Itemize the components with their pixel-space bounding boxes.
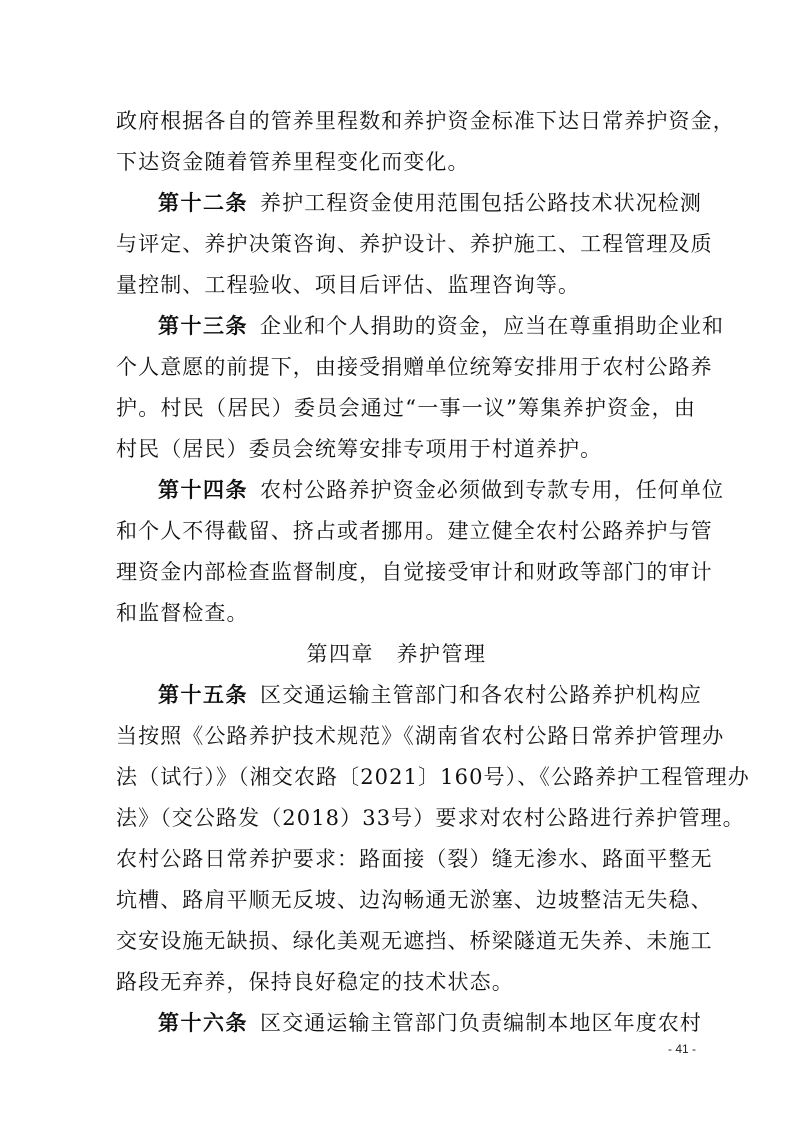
article-heading: 第十二条: [158, 191, 248, 215]
body-line: 农村公路日常养护要求：路面接（裂）缝无渗水、路面平整无: [116, 847, 713, 871]
body-line: 法》（交公路发（2018）33号）要求对农村公路进行养护管理。: [116, 806, 745, 830]
article-heading: 第十六条: [158, 1011, 248, 1035]
body-line: 与评定、养护决策咨询、养护设计、养护施工、工程管理及质: [116, 232, 713, 256]
article-heading: 第十四条: [158, 478, 248, 502]
article-text: 区交通运输主管部门负责编制本地区年度农村: [260, 1011, 702, 1035]
article-heading: 第十五条: [158, 683, 248, 707]
body-line: 交安设施无缺损、绿化美观无遮挡、桥梁隧道无失养、未施工: [116, 929, 713, 953]
article-14-first-line: [158, 475, 725, 505]
body-line: 政府根据各自的管养里程数和养护资金标准下达日常养护资金，: [116, 109, 735, 133]
page-number: - 41 -: [668, 1042, 697, 1056]
article-15-first-line: [158, 680, 702, 710]
chapter-heading: 第四章 养护管理: [306, 642, 487, 666]
article-13-first-line: [158, 311, 725, 341]
article-heading: 第十三条: [158, 314, 248, 338]
body-line: 下达资金随着管养里程变化而变化。: [116, 150, 470, 174]
body-line: 和监督检查。: [116, 601, 249, 625]
body-line: 村民（居民）委员会统筹安排专项用于村道养护。: [116, 437, 603, 461]
body-line: 量控制、工程验收、项目后评估、监理咨询等。: [116, 273, 581, 297]
article-text: 企业和个人捐助的资金，应当在尊重捐助企业和: [260, 314, 725, 338]
body-line: 护。村民（居民）委员会通过“一事一议”筹集养护资金，由: [116, 396, 696, 420]
article-text: 区交通运输主管部门和各农村公路养护机构应: [260, 683, 702, 707]
body-line: 理资金内部检查监督制度，自觉接受审计和财政等部门的审计: [116, 560, 713, 584]
body-line: 当按照《公路养护技术规范》《湖南省农村公路日常养护管理办: [116, 724, 725, 748]
body-line: 坑槽、路肩平顺无反坡、边沟畅通无淤塞、边坡整洁无失稳、: [116, 888, 713, 912]
article-16-first-line: [158, 1008, 702, 1038]
article-text: 农村公路养护资金必须做到专款专用，任何单位: [260, 478, 725, 502]
body-line: 个人意愿的前提下，由接受捐赠单位统筹安排用于农村公路养: [116, 355, 713, 379]
article-text: 养护工程资金使用范围包括公路技术状况检测: [260, 191, 702, 215]
article-12-first-line: [158, 188, 702, 218]
body-line: 和个人不得截留、挤占或者挪用。建立健全农村公路养护与管: [116, 519, 713, 543]
body-line: 法（试行）》（湘交农路〔2021〕160号）、《公路养护工程管理办: [116, 765, 750, 789]
body-line: 路段无弃养，保持良好稳定的技术状态。: [116, 970, 514, 994]
